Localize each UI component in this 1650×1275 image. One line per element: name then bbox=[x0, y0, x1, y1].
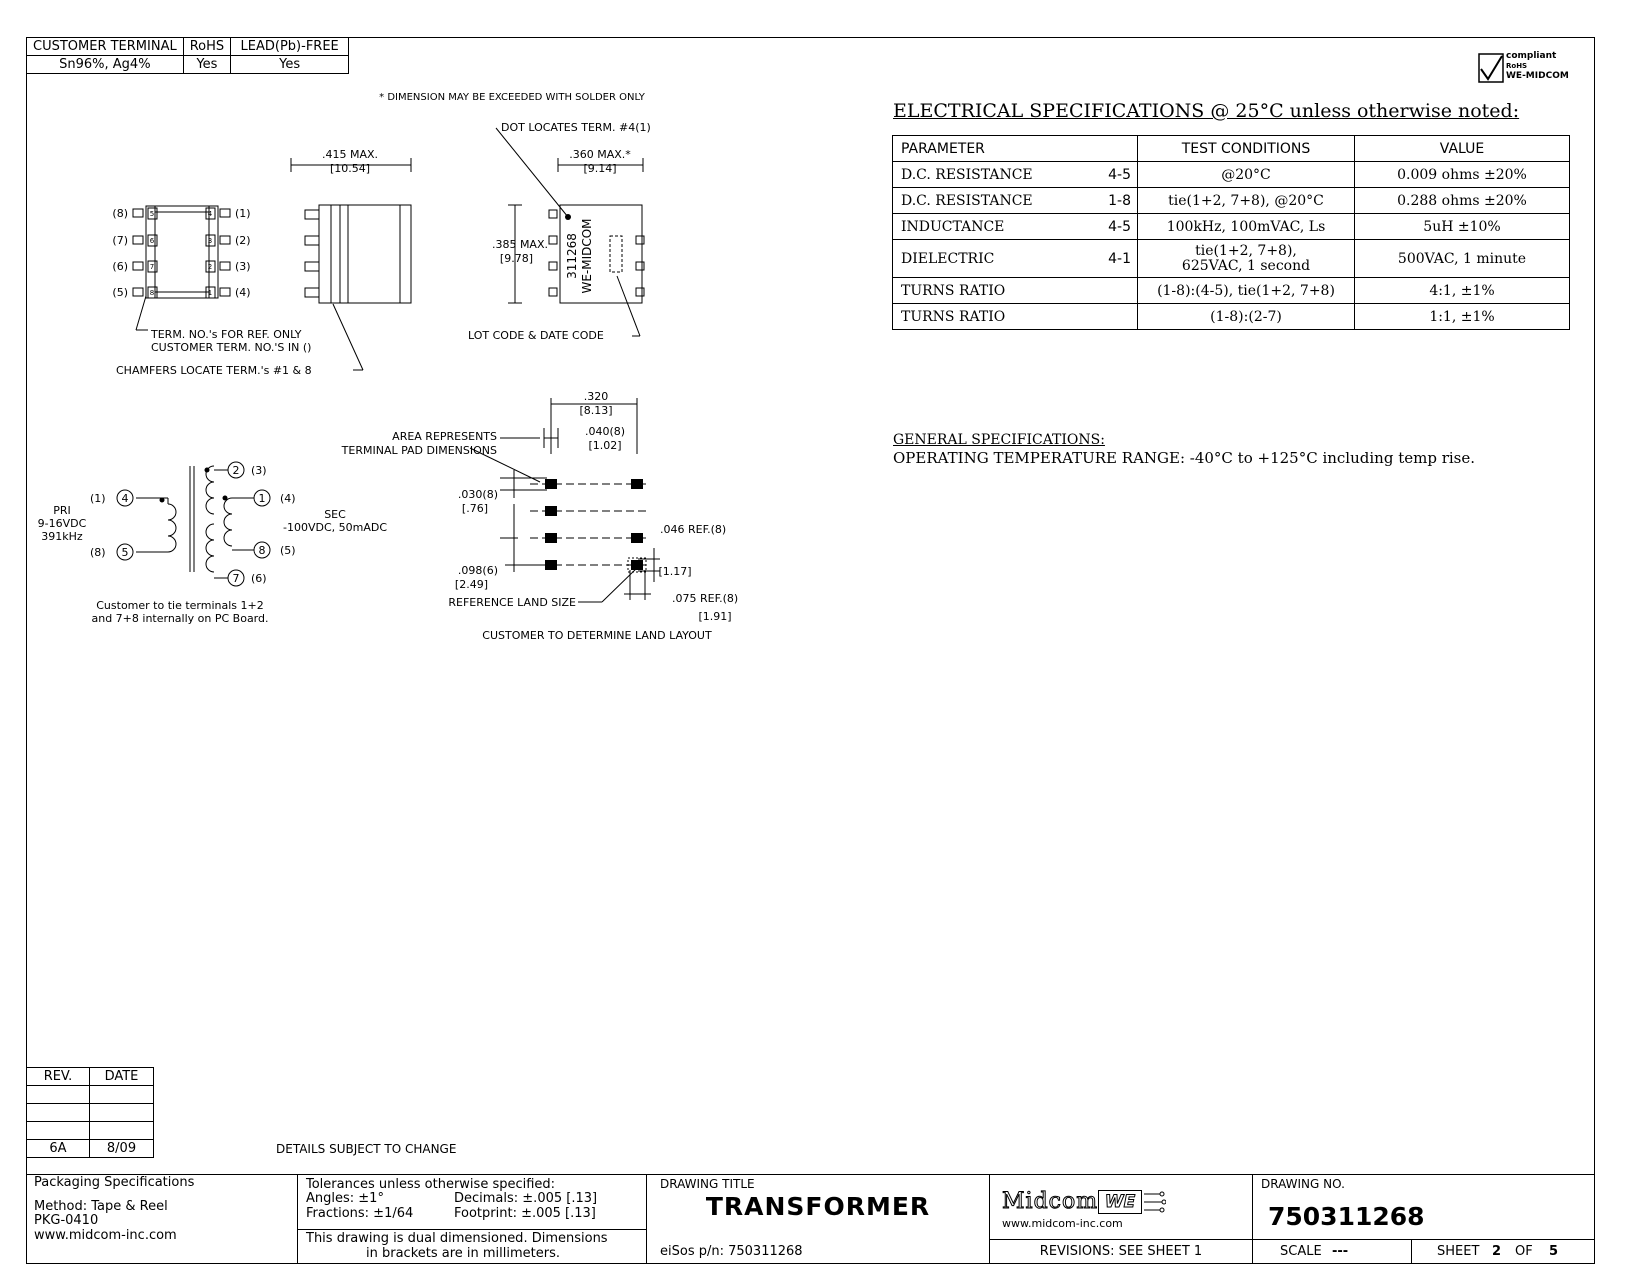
dim-030: .030(8) bbox=[457, 488, 498, 501]
row-value: 4:1, ±1% bbox=[1355, 278, 1570, 304]
customer-terminal-header: CUSTOMER TERMINAL bbox=[27, 38, 184, 56]
pin-1-label: 1 bbox=[258, 492, 266, 505]
table-row bbox=[893, 240, 1570, 278]
dim-098: .098(6) bbox=[457, 564, 498, 577]
rohs-value: Yes bbox=[183, 56, 230, 74]
rev-value: 6A bbox=[27, 1140, 90, 1158]
area-note-2: TERMINAL PAD DIMENSIONS bbox=[341, 444, 497, 457]
rohs-compliant-badge bbox=[1478, 51, 1588, 85]
left-pin-label: (8) bbox=[112, 207, 128, 220]
customer-terminal-value: Sn96%, Ag4% bbox=[27, 56, 184, 74]
tie-note-1: Customer to tie terminals 1+2 bbox=[96, 599, 264, 612]
electrical-specs-title: ELECTRICAL SPECIFICATIONS @ 25°C unless otherwise noted: bbox=[893, 100, 1520, 122]
table-row bbox=[893, 214, 1570, 240]
dim-046: .046 REF.(8) bbox=[660, 523, 727, 536]
pin-number: 8 bbox=[149, 289, 155, 297]
pin-2-label: 2 bbox=[232, 464, 240, 477]
dual-dimension-note-1: This drawing is dual dimensioned. Dimensions bbox=[306, 1231, 608, 1246]
tolerance-footprint: Footprint: ±.005 [.13] bbox=[454, 1206, 596, 1221]
tolerance-decimals: Decimals: ±.005 [.13] bbox=[454, 1191, 598, 1206]
left-pin-label: (6) bbox=[112, 260, 128, 273]
sheet-label: SHEET bbox=[1437, 1244, 1480, 1259]
row-terminals: 4-1 bbox=[1108, 250, 1131, 267]
rohs-check-icon bbox=[1478, 53, 1504, 83]
header-parameter: PARAMETER bbox=[893, 136, 1138, 162]
height-dim-label: .385 MAX. bbox=[491, 238, 548, 251]
drawing-number-label: DRAWING NO. bbox=[1261, 1177, 1345, 1191]
row-condition: 100kHz, 100mVAC, Ls bbox=[1138, 214, 1355, 240]
rohs-header: RoHS bbox=[183, 38, 230, 56]
sheet-total: 5 bbox=[1549, 1244, 1559, 1259]
sheet-number: 2 bbox=[1492, 1244, 1502, 1259]
lead-free-header: LEAD(Pb)-FREE bbox=[231, 38, 349, 56]
pin-7-label: 7 bbox=[232, 572, 240, 585]
sec-spec: -100VDC, 50mADC bbox=[282, 521, 388, 534]
row-parameter: TURNS RATIO bbox=[901, 282, 1006, 299]
row-terminals: 1-8 bbox=[1108, 192, 1131, 209]
land-pattern-drawing bbox=[300, 390, 780, 650]
packaging-title: Packaging Specifications bbox=[34, 1175, 195, 1190]
land-pad bbox=[631, 533, 643, 543]
pin-number: 5 bbox=[149, 210, 155, 218]
eisos-part-number: eiSos p/n: 750311268 bbox=[660, 1244, 803, 1259]
row-parameter: D.C. RESISTANCE bbox=[901, 166, 1033, 183]
packaging-url: www.midcom-inc.com bbox=[34, 1228, 177, 1243]
row-value: 500VAC, 1 minute bbox=[1355, 240, 1570, 278]
rohs-badge-line1: compliant bbox=[1506, 51, 1557, 61]
row-condition: (1-8):(4-5), tie(1+2, 7+8) bbox=[1138, 278, 1355, 304]
dim-040-mm: [1.02] bbox=[588, 439, 622, 452]
left-pin-label: (7) bbox=[112, 234, 128, 247]
polarity-dot-icon bbox=[160, 498, 165, 503]
pin-number: 3 bbox=[207, 237, 213, 245]
dim-040: .040(8) bbox=[584, 425, 626, 438]
customer-land-note: CUSTOMER TO DETERMINE LAND LAYOUT bbox=[482, 629, 712, 642]
right-pin-label: (3) bbox=[235, 260, 251, 273]
electrical-specs-table bbox=[892, 135, 1570, 330]
row-parameter: DIELECTRIC bbox=[901, 250, 995, 267]
table-row bbox=[893, 162, 1570, 188]
scale-value: --- bbox=[1332, 1244, 1349, 1259]
part-marking-brand: WE-MIDCOM bbox=[580, 218, 594, 294]
dot-note: DOT LOCATES TERM. #4(1) bbox=[501, 121, 651, 134]
row-value: 1:1, ±1% bbox=[1355, 304, 1570, 330]
pin-4-customer: (1) bbox=[90, 492, 106, 505]
dim-320-mm: [8.13] bbox=[579, 404, 613, 417]
table-row bbox=[893, 278, 1570, 304]
land-pad bbox=[631, 479, 643, 489]
logo-url: www.midcom-inc.com bbox=[1002, 1217, 1123, 1230]
row-condition: tie(1+2, 7+8), @20°C bbox=[1138, 188, 1355, 214]
tolerance-angles: Angles: ±1° bbox=[306, 1191, 384, 1206]
drawing-title: TRANSFORMER bbox=[705, 1192, 931, 1221]
pin-number: 1 bbox=[207, 289, 213, 297]
dual-dimension-note-2: in brackets are in millimeters. bbox=[366, 1246, 561, 1261]
part-marking-number: 311268 bbox=[565, 233, 579, 279]
lead-free-value: Yes bbox=[231, 56, 349, 74]
term-note-1: TERM. NO.'s FOR REF. ONLY bbox=[151, 328, 302, 341]
packaging-method: Method: Tape & Reel bbox=[34, 1199, 168, 1214]
drawing-number: 750311268 bbox=[1268, 1202, 1425, 1231]
pin-8-label: 8 bbox=[258, 544, 266, 557]
tie-note-2: and 7+8 internally on PC Board. bbox=[91, 612, 269, 625]
pin-number: 7 bbox=[149, 263, 155, 271]
left-pin-label: (5) bbox=[112, 286, 128, 299]
side-dim-label: .360 MAX.* bbox=[569, 148, 631, 161]
pin-1-dot-marker bbox=[565, 214, 571, 220]
pin-number: 2 bbox=[207, 263, 213, 271]
table-row bbox=[893, 304, 1570, 330]
general-specs-title: GENERAL SPECIFICATIONS: bbox=[893, 432, 1105, 448]
date-header: DATE bbox=[90, 1068, 154, 1086]
chamfer-note: CHAMFERS LOCATE TERM.'s #1 & 8 bbox=[116, 364, 312, 377]
row-terminals: 4-5 bbox=[1108, 166, 1131, 183]
dimension-note: * DIMENSION MAY BE EXCEEDED WITH SOLDER ONLY bbox=[379, 92, 645, 103]
header-value: VALUE bbox=[1355, 136, 1570, 162]
dim-075-mm: [1.91] bbox=[698, 610, 732, 623]
row-parameter: INDUCTANCE bbox=[901, 218, 1005, 235]
polarity-dot-icon bbox=[223, 496, 228, 501]
right-pin-label: (4) bbox=[235, 286, 251, 299]
ref-land-note: REFERENCE LAND SIZE bbox=[448, 596, 576, 609]
rohs-badge-line2: RoHS bbox=[1506, 62, 1528, 70]
sheet-of-label: OF bbox=[1515, 1244, 1533, 1259]
operating-temperature: OPERATING TEMPERATURE RANGE: -40°C to +125°C including temp rise. bbox=[893, 449, 1476, 467]
polarity-dot-icon bbox=[205, 468, 210, 473]
dim-098-mm: [2.49] bbox=[454, 578, 488, 591]
midcom-logo-text: Midcom bbox=[1002, 1189, 1099, 1214]
right-pin-label: (2) bbox=[235, 234, 251, 247]
details-note: DETAILS SUBJECT TO CHANGE bbox=[276, 1142, 457, 1156]
rohs-badge-line3: WE-MIDCOM bbox=[1506, 71, 1569, 81]
tolerance-fractions: Fractions: ±1/64 bbox=[306, 1206, 414, 1221]
pri-frequency: 391kHz bbox=[41, 530, 83, 543]
row-value: 5uH ±10% bbox=[1355, 214, 1570, 240]
header-test-conditions: TEST CONDITIONS bbox=[1138, 136, 1355, 162]
pin-4-label: 4 bbox=[121, 492, 129, 505]
revision-table bbox=[26, 1067, 154, 1158]
right-pin-label: (1) bbox=[235, 207, 251, 220]
row-parameter: D.C. RESISTANCE bbox=[901, 192, 1033, 209]
dim-075: .075 REF.(8) bbox=[672, 592, 739, 605]
land-pad bbox=[545, 560, 557, 570]
pin-5-customer: (8) bbox=[90, 546, 106, 559]
pin-2-customer: (3) bbox=[251, 464, 267, 477]
pin-7-customer: (6) bbox=[251, 572, 267, 585]
dim-030-mm: [.76] bbox=[461, 502, 488, 515]
scale-label: SCALE bbox=[1280, 1244, 1322, 1259]
row-condition: (1-8):(2-7) bbox=[1138, 304, 1355, 330]
lot-code-note: LOT CODE & DATE CODE bbox=[468, 329, 604, 342]
row-condition-line2: 625VAC, 1 second bbox=[1181, 257, 1311, 274]
row-parameter: TURNS RATIO bbox=[901, 308, 1006, 325]
row-condition: @20°C bbox=[1138, 162, 1355, 188]
land-pad bbox=[631, 560, 643, 570]
midcom-logo bbox=[1002, 1190, 1152, 1232]
pin-number: 4 bbox=[207, 210, 213, 218]
height-dim-mm: [9.78] bbox=[499, 252, 533, 265]
date-value: 8/09 bbox=[90, 1140, 154, 1158]
revisions-note: REVISIONS: SEE SHEET 1 bbox=[1039, 1244, 1203, 1259]
pin-number: 6 bbox=[149, 237, 155, 245]
table-row bbox=[893, 188, 1570, 214]
tolerances-title: Tolerances unless otherwise specified: bbox=[306, 1177, 556, 1192]
packaging-pkg: PKG-0410 bbox=[34, 1213, 99, 1228]
term-note-2: CUSTOMER TERM. NO.'S IN () bbox=[151, 341, 312, 354]
pin-8-customer: (5) bbox=[280, 544, 296, 557]
pri-voltage: 9-16VDC bbox=[37, 517, 87, 530]
side-dim-mm: [9.14] bbox=[583, 162, 617, 175]
pri-label: PRI bbox=[53, 504, 71, 517]
drawing-title-label: DRAWING TITLE bbox=[660, 1177, 755, 1191]
we-logo-mark: WE bbox=[1098, 1190, 1142, 1214]
land-pad bbox=[545, 479, 557, 489]
width-dim-label: .415 MAX. bbox=[321, 148, 379, 161]
sec-label: SEC bbox=[324, 508, 346, 521]
row-value: 0.288 ohms ±20% bbox=[1355, 188, 1570, 214]
land-pad bbox=[545, 506, 557, 516]
top-view-body bbox=[146, 206, 218, 298]
pin-1-customer: (4) bbox=[280, 492, 296, 505]
land-pad bbox=[545, 533, 557, 543]
dim-320: .320 bbox=[583, 390, 609, 403]
rev-header: REV. bbox=[27, 1068, 90, 1086]
pin-5-label: 5 bbox=[121, 546, 129, 559]
row-value: 0.009 ohms ±20% bbox=[1355, 162, 1570, 188]
area-note-1: AREA REPRESENTS bbox=[392, 430, 497, 443]
row-condition: tie(1+2, 7+8), bbox=[1195, 242, 1297, 259]
row-terminals: 4-5 bbox=[1108, 218, 1131, 235]
circuit-trace-icon bbox=[1144, 1190, 1166, 1216]
width-dim-mm: [10.54] bbox=[329, 162, 371, 175]
dim-046-mm: [1.17] bbox=[658, 565, 692, 578]
